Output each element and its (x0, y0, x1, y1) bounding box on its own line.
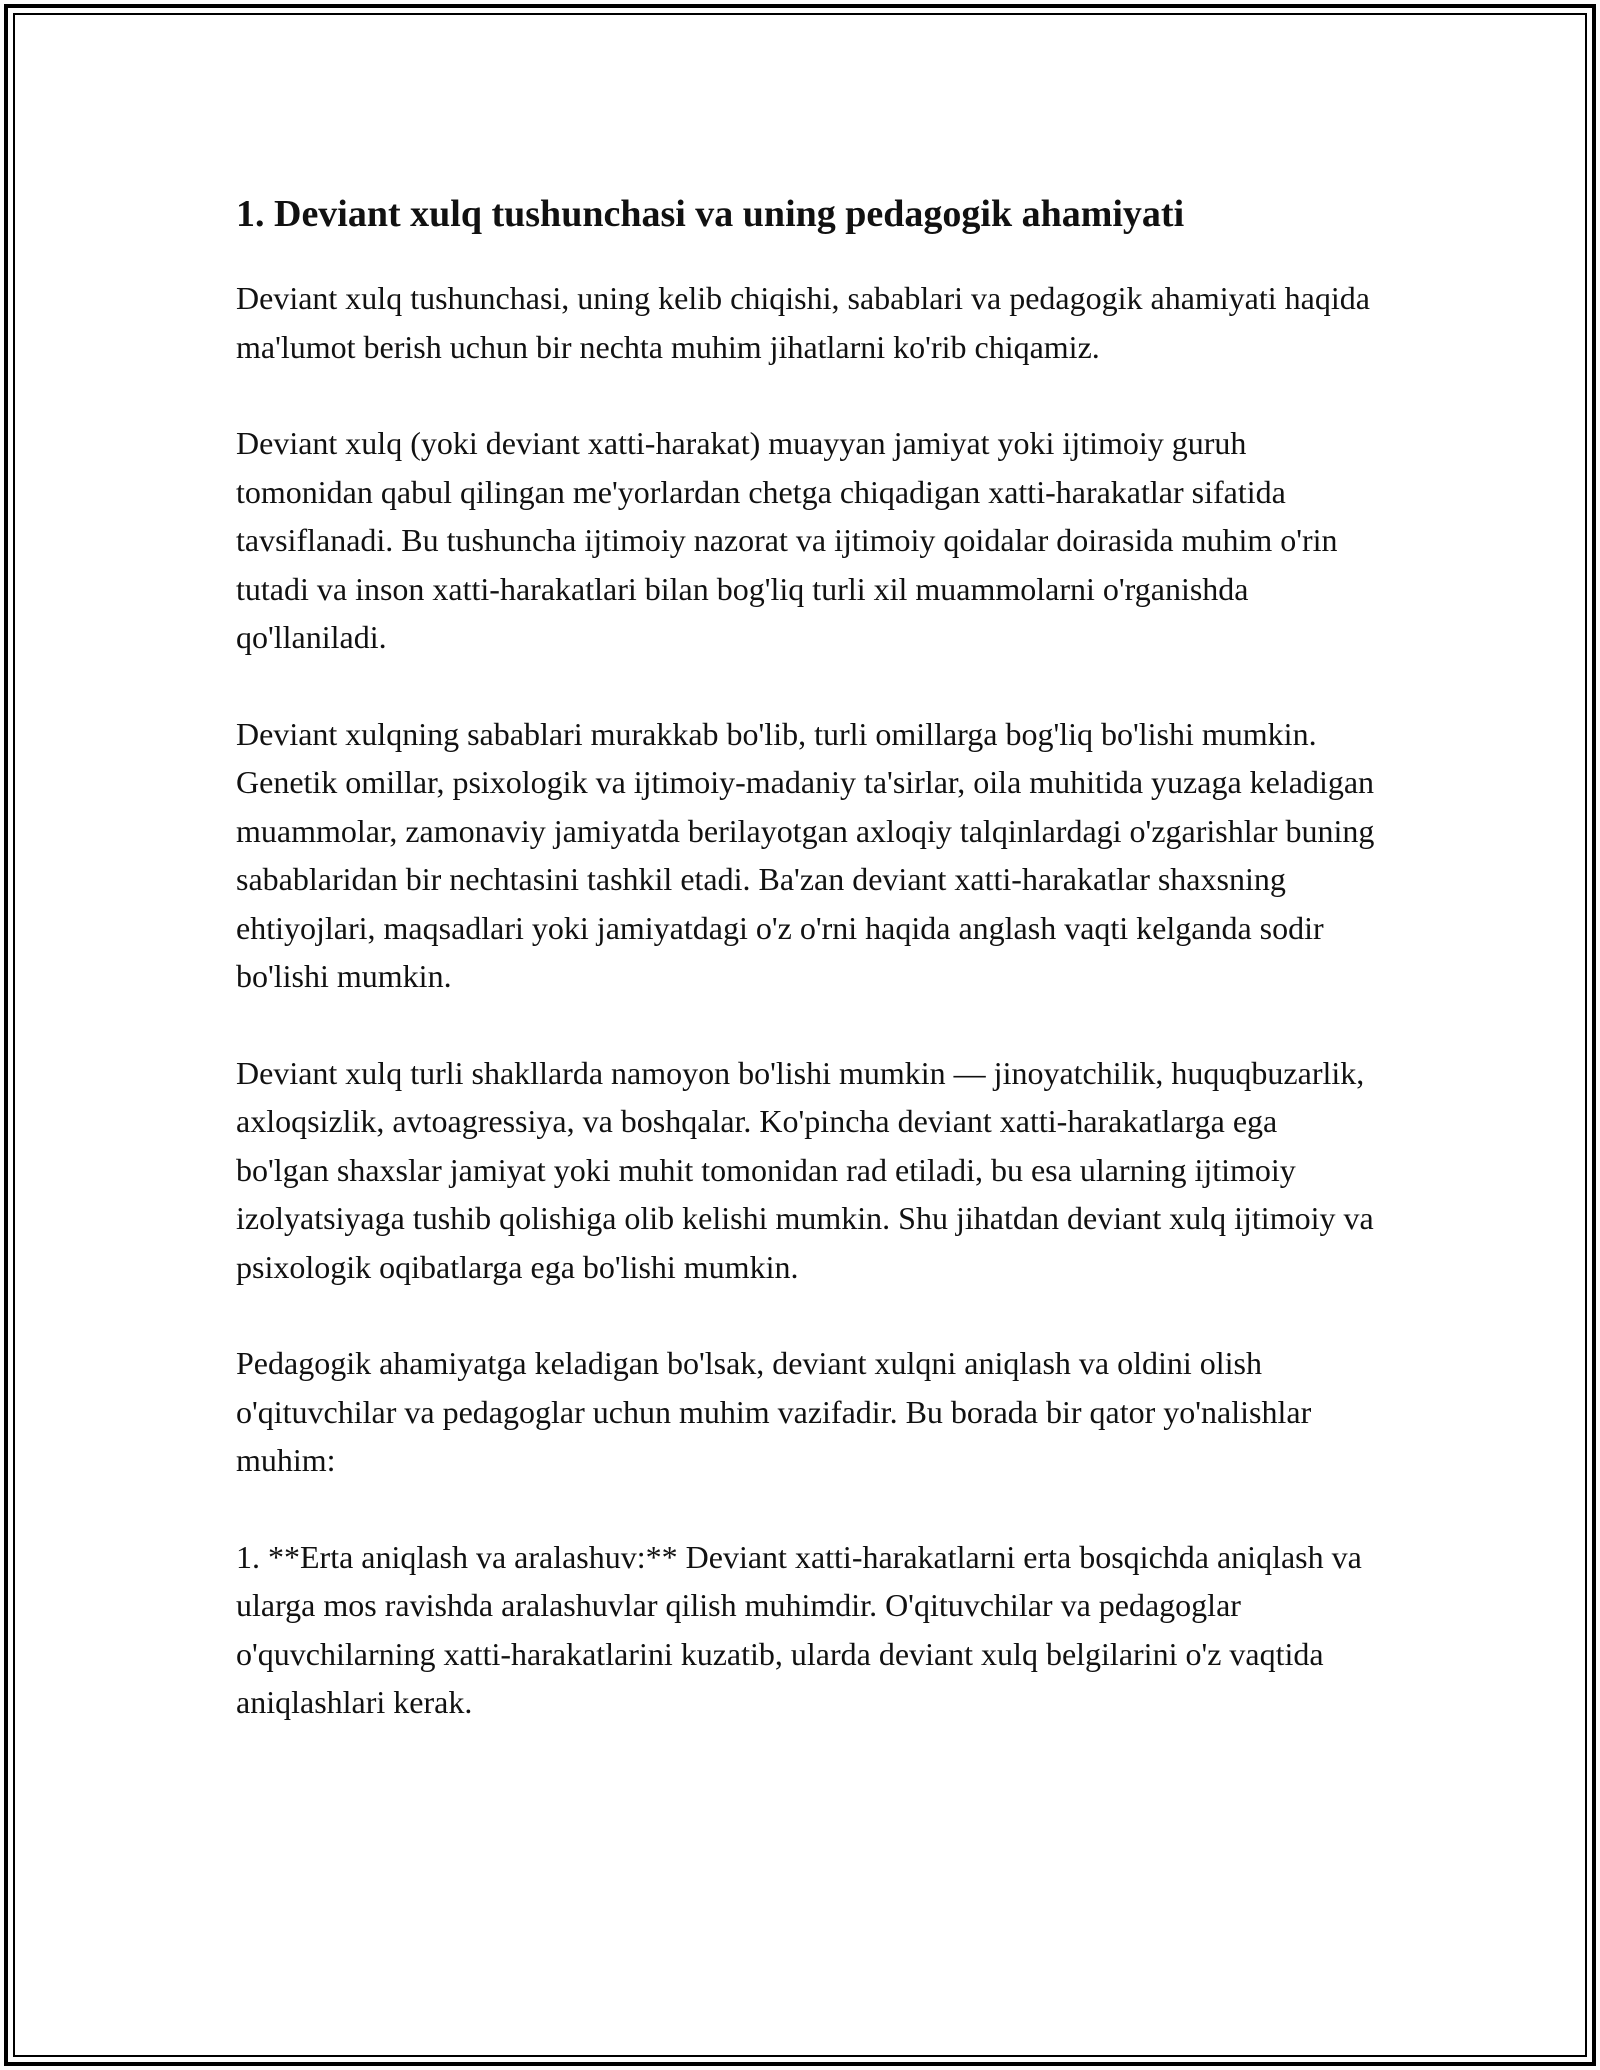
paragraph-list-item-1: 1. **Erta aniqlash va aralashuv:** Deviant xatti-harakatlarni erta bosqichda aniqlash va ularga mos ravishda aralashuvlar qilish muhimdir. O'qituvchilar va pedagoglar o'quvchilarning xatti-harakatlarini kuzatib, ularda deviant xulq belgilarini o'z vaqtida aniqlashlari kerak. (236, 1538, 1362, 1720)
document-body (236, 186, 1376, 1775)
document-title: 1. Deviant xulq tushunchasi va uning pedagogik ahamiyati (236, 193, 1185, 235)
paragraph-causes: Deviant xulqning sabablari murakkab bo'lib, turli omillarga bog'liq bo'lishi mumkin. Genetik omillar, psixologik va ijtimoiy-madaniy ta'sirlar, oila muhitida yuzaga keladigan muammolar, zamonaviy jamiyatda berilayotgan axloqiy talqinlardagi o'zgarishlar buning sabablaridan bir nechtasini tashkil etadi. Ba'zan deviant xatti-harakatlar shaxsning ehtiyojlari, maqsadlari yoki jamiyatdagi o'z o'rni haqida anglash vaqti kelganda sodir bo'lishi mumkin. (236, 715, 1375, 994)
paragraph-intro: Deviant xulq tushunchasi, uning kelib chiqishi, sabablari va pedagogik ahamiyati haqida ma'lumot berish uchun bir nechta muhim jihatlarni ko'rib chiqamiz. (236, 280, 1370, 365)
paragraph-definition: Deviant xulq (yoki deviant xatti-harakat) muayyan jamiyat yoki ijtimoiy guruh tomonidan qabul qilingan me'yorlardan chetga chiqadigan xatti-harakatlar sifatida tavsiflanadi. Bu tushuncha ijtimoiy nazorat va ijtimoiy qoidalar doirasida muhim o'rin tutadi va inson xatti-harakatlari bilan bog'liq turli xil muammolarni o'rganishda qo'llaniladi. (236, 425, 1338, 655)
paragraph-forms: Deviant xulq turli shakllarda namoyon bo'lishi mumkin — jinoyatchilik, huquqbuzarlik, axloqsizlik, avtoagressiya, va boshqalar. Ko'pincha deviant xatti-harakatlarga ega bo'lgan shaxslar jamiyat yoki muhit tomonidan rad etiladi, bu esa ularning ijtimoiy izolyatsiyaga tushib qolishiga olib kelishi mumkin. Shu jihatdan deviant xulq ijtimoiy va psixologik oqibatlarga ega bo'lishi mumkin. (236, 1054, 1374, 1285)
paragraph-pedagogical: Pedagogik ahamiyatga keladigan bo'lsak, deviant xulqni aniqlash va oldini olish o'qituvchilar va pedagoglar uchun muhim vazifadir. Bu borada bir qator yo'nalishlar muhim: (236, 1345, 1312, 1478)
